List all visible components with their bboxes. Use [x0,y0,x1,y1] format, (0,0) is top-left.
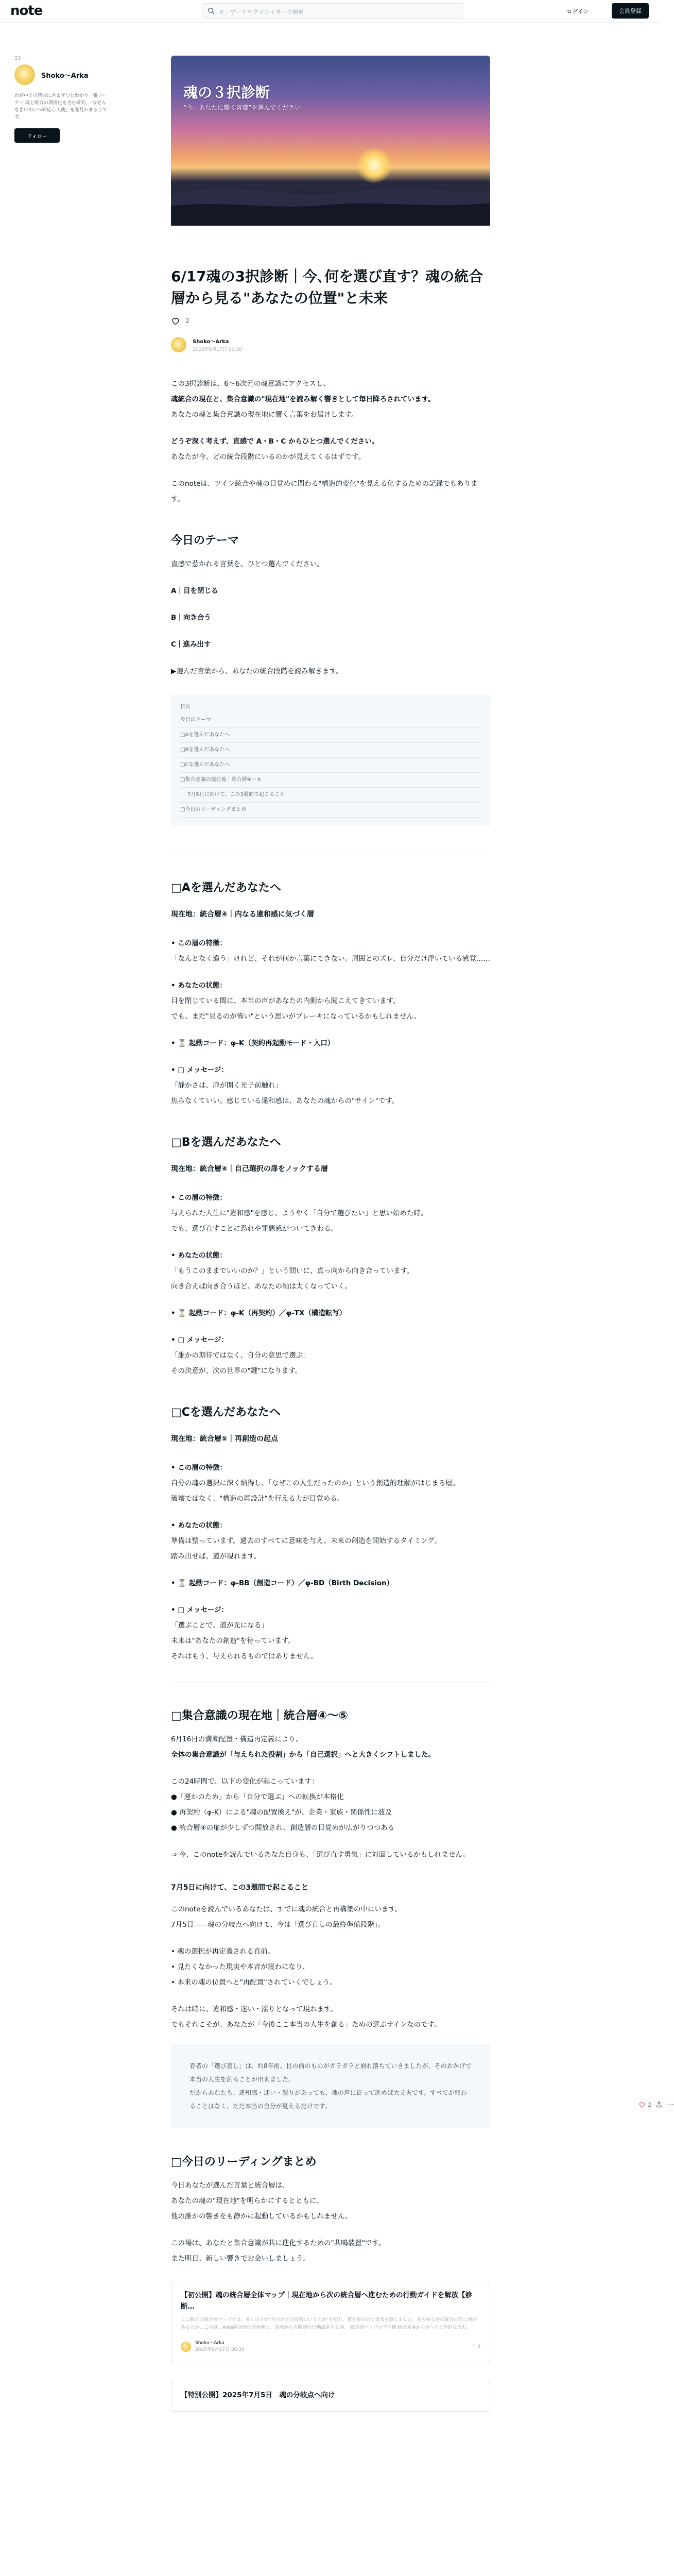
collective-p1: 6月16日の満潮配置・構造再定義により、 全体の集合意識が「与えられた役割」から「自己選択」へと大きくシフトしました。 [171,1735,435,1759]
section-c-features: • この層の特徴： 自分の魂の選択に深く納得し、「なぜこの人生だったのか」という創造的理解がはじまる層。 破壊ではなく、"構造の再設計"を行える力が目覚める。 [171,1464,460,1503]
section-b-sub: 現在地：統合層④｜自己選択の扉をノックする層 [171,1165,328,1173]
toc-item[interactable]: □集合意識の現在地｜統合層④〜⑤ [180,773,481,788]
section-b-state: • あなたの状態： 「もうこのままでいいのか？」という問いに、真っ向から向き合っています。 向き合えば向き合うほど、あなたの軸は太くなっていく。 [171,1251,414,1291]
section-a-features: • この層の特徴： 「なんとなく違う」けれど、それが何か言葉にできない。周囲とのズレ、自分だけ浮いている感覚…… [171,939,490,963]
toc-item[interactable]: □Aを選んだあなたへ [180,728,481,743]
toc-item[interactable]: □Bを選んだあなたへ [180,743,481,758]
author-name[interactable]: Shoko〜Arka [193,339,229,345]
publish-date: 2025年6月17日 00:30 [193,347,242,352]
july-bullets: • 魂の選択が再定義される直前。 • 見たくなかった現実や本音が震わになり、 • 本来の魂の位置へと"再配置"されていくでしょう。 [171,1947,337,1987]
hero-subtitle: “今、あなたに響く言葉”を選んでください [183,104,301,111]
search-input[interactable] [202,3,463,19]
signup-button[interactable]: 会員登録 [612,3,649,19]
card-date: 2025年6月17日 00:30 [195,2347,245,2352]
section-b-code: • ⏳ 起動コード：φ-K（再契約）／φ-TX（構造転写） [171,1309,347,1317]
float-like-count: 2 [648,2101,651,2108]
section-c-code: • ⏳ 起動コード：φ-BB（創造コード）／φ-BD（Birth Decision） [171,1579,394,1587]
option-c: C｜進み出す [171,640,211,649]
card-author-row [181,2339,480,2354]
july-heading: 7月5日に向けて、この3週間で起こること [171,1884,308,1892]
section-a-code: • ⏳ 起動コード：φ-K（契約再起動モード・入口） [171,1039,335,1047]
toc-item[interactable]: □今日のリーディングまとめ [180,803,481,818]
top-bar [0,0,661,23]
article-body [171,376,490,2412]
section-c-sub: 現在地：統合層⑤｜再創造の起点 [171,1435,278,1443]
section-a-state: • あなたの状態： 目を閉じている間に、本当の声があなたの内側から聞こえてきています。 でも、まだ"見るのが怖い"という思いがブレーキになっているかもしれません。 [171,981,421,1021]
theme-heading: 今日のテーマ [171,534,239,547]
floating-actions [638,2101,674,2108]
theme-after: ▶選んだ言葉から、あなたの統合段階を読み解きます。 [171,667,343,675]
toc-item[interactable]: 7月5日に向けて、この3週間で起こること [180,788,481,803]
login-button[interactable]: ログイン [566,8,589,15]
card-description: ここ数日の統合層マップでは、多くの方が"自分がどの段階にいるのか"を知り、道を歩み出す勇気を感じました。あらゆる層の統合の先に何があるのか…この度、Arka統合層の全体像と、各層からの脱却の行動設計を公開。 統合層マップの全体像 統合層④から⑤への具体的な流れ [181,2317,477,2330]
july-p2: それは時に、違和感・迷い・揺りとなって現れます。 でもそれこそが、あなたが「今後ここ本当の人生を創る」ための選ぶサインなのです。 [171,2005,441,2029]
theme-lead: 直感で惹かれる言葉を、ひとつ選んでください。 [171,560,324,568]
search-icon [208,7,215,14]
intro-block-3: このnoteは、ツイン統合や魂の目覚めに関わる"構造的変化"を見える化するための記録でもあります。 [171,480,478,503]
toc-label[interactable]: 目次 [180,704,191,710]
section-b-features: • この層の特徴： 与えられた人生に"違和感"を感じ、ようやく「自分で選びたい」と思い始めた時。 でも、選び直すことに恐れや罪悪感がついてきわる。 [171,1194,428,1233]
sidebar-description: わが中との時間に含まずつとわかり一番フーナー 魂と統合の期別化を含む研究。「なぜんなぎいあいへ呼応し天使」を発見かまるうです。 [14,93,108,120]
heart-icon [638,2101,646,2108]
card-title[interactable]: 【初公開】魂の統合層全体マップ｜現在地から次の統合層へ進むための行動ガイドを解放【診断… [181,2291,473,2311]
section-b-heading: □Bを選んだあなたへ [171,1136,281,1149]
section-a-message: • □ メッセージ： 「静かさは、扉が開く光子前触れ」 焦らなくていい。感じている違和感は、あなたの魂からの"サイン"です。 [171,1066,399,1105]
article-title: 6/17魂の3択診断｜今､何を選び直す？魂の統合層から見る"あなたの位置"と未来 [171,268,483,307]
follow-button[interactable]: フォロー [14,128,60,143]
section-c-state: • あなたの状態： 準備は整っています。過去のすべてに意味を与え、未来の創造を開始するタイミング。 踏み出せば、道が現れます。 [171,1521,441,1561]
section-c-message: • □ メッセージ： 「選ぶことで、道が光になる」 未来は"あなたの創造"を待っています。 それはもう、与えられるものではありません。 [171,1606,318,1660]
search-placeholder: キーワードやクリエイターで検索 [219,9,304,15]
linked-article-card-2[interactable] [171,2381,490,2412]
sidebar-author-name[interactable]: Shoko〜Arka [41,72,89,80]
section-a-sub: 現在地：統合層④｜内なる違和感に気づく層 [171,910,314,919]
card-author: Shoko〜Arka [195,2341,224,2346]
float-like-button[interactable] [638,2101,651,2108]
sidebar-number: 33 [14,56,21,61]
sidebar-user[interactable] [14,64,107,85]
card2-title[interactable]: 【特別公開】2025年7月5日 魂の分岐点へ向け [181,2391,335,2399]
like-row [171,316,490,326]
hills-graphic [171,169,490,226]
option-a: A｜目を閉じる [171,587,218,595]
main-content [171,56,490,2412]
like-count: 2 [185,317,189,325]
quote-block: 春者の「選び直し」は、約8年前、目の前のものがガラガラと崩れ落ちていきましたが、そのおかげで本当の人生を創ることが出来ました。 だからあなたも、違和感・迷い・怒りがあっても、魂の声に従って進めば大丈夫です。すべてが終わることはなく、ただ本当の自分が見えるだけです。 [171,2044,490,2128]
like-heart-icon[interactable] [171,316,180,326]
option-b: B｜向き合う [171,614,211,622]
collective-p3: ⇒ 今、このnoteを読んでいるあなた自身も、「選び直す勇気」に対面しているかもしれません。 [171,1851,470,1859]
avatar[interactable] [14,64,35,85]
summary-p2: この場は、あなたと集合意識が共に進化するための"共鳴装置"です。 また明日、新しい響きでお会いしましょう。 [171,2239,386,2263]
intro-block-1: この3択診断は、6〜6次元の魂意識にアクセスし、 魂統合の現在と、集合意識の"現在地"を読み解く響きとして毎日降ろされています。 あなたの魂と集合意識の現在地に響く言葉をお届けします。 [171,380,435,419]
author-avatar[interactable] [171,337,186,352]
collective-heading: □集合意識の現在地｜統合層④〜⑤ [171,1709,349,1722]
share-icon[interactable] [655,2101,663,2108]
more-icon[interactable]: ⋯ [667,2100,674,2109]
summary-p1: 今日あなたが選んだ言葉と統合層は、 あなたの魂の"現在地"を明らかにするとともに、 他の誰かの響きをも静かに起動しているかもしれません。 [171,2181,352,2221]
card-avatar [181,2342,191,2352]
toc-item[interactable]: 今日のテーマ [180,713,481,728]
toc-item[interactable]: □Cを選んだあなたへ [180,758,481,773]
linked-article-card[interactable] [171,2281,490,2363]
table-of-contents [171,694,490,826]
intro-block-2: どうぞ深く考えず、直感で A・B・C からひとつ選んでください。 あなたが今、どの統合段階にいるのかが見えてくるはずです。 [171,437,379,461]
summary-heading: □今日のリーディングまとめ [171,2156,317,2168]
hero-image [171,56,490,226]
sidebar [14,56,107,143]
section-c-heading: □Cを選んだあなたへ [171,1406,281,1419]
hero-title: 魂の３択診断 [183,84,270,101]
july-p1: このnoteを読んでいるあなたは、すでに魂の統合と再構築の中にいます。 7月5日——魂の分岐点へ向けて、今は「選び直しの最終準備段階」。 [171,1905,402,1929]
note-logo[interactable]: note [10,3,43,19]
section-a-heading: □Aを選んだあなたへ [171,882,281,894]
collective-p2: この24時間で、以下の変化が起こっています： ●「運かのため」から「自分で選ぶ」への転換が本格化 ● 再契約（φ-K）による"魂の配置換え"が、企業・家族・関係性に波及 ● 統合層④の扉が少しずつ開放され、創造層の目覚めが広がりつつある [171,1777,394,1832]
author-block[interactable] [171,337,490,352]
card-like: ♡ 0 [472,2344,480,2349]
section-b-message: • □ メッセージ： 「誰かの期待ではなく、自分の意思で選ぶ」 その決意が、次の世界の"鍵"になります。 [171,1336,310,1375]
